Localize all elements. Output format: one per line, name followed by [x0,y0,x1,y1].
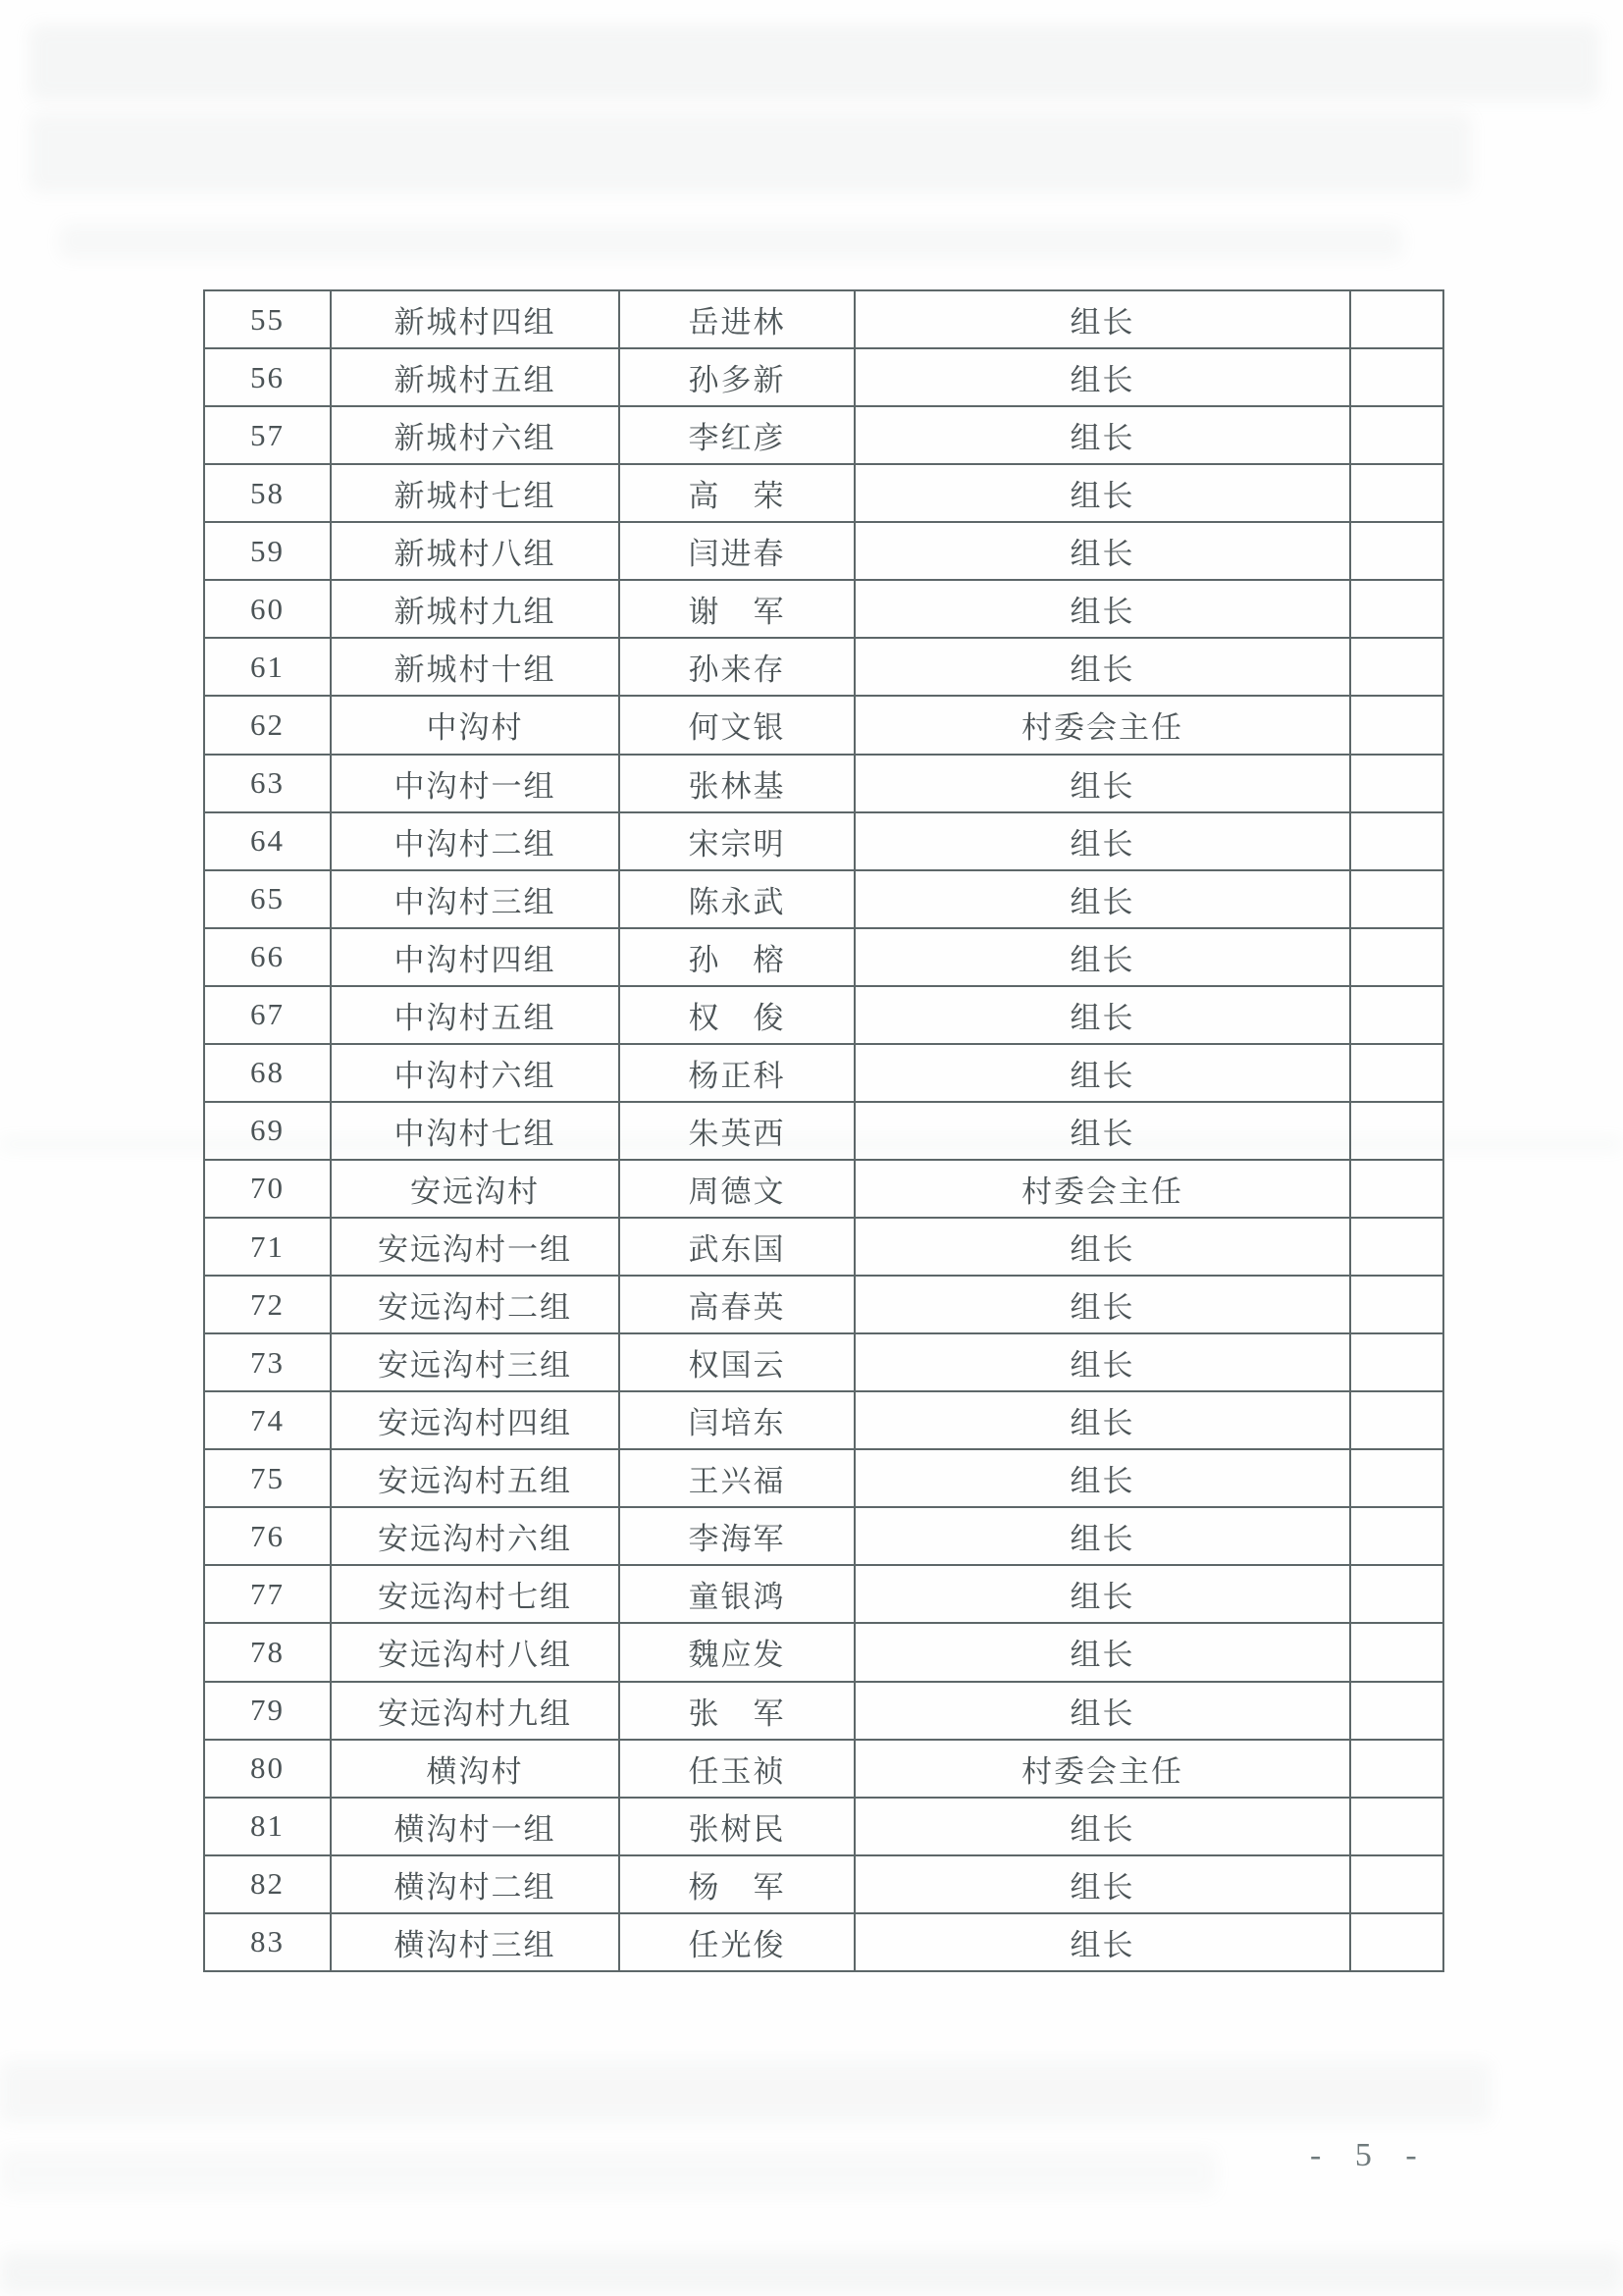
position-cell: 组长 [855,1855,1350,1913]
position-cell: 组长 [855,1913,1350,1971]
village-group-cell: 横沟村 [331,1740,619,1798]
row-number-cell: 63 [204,755,331,812]
position-cell: 组长 [855,348,1350,406]
row-number-cell: 72 [204,1276,331,1333]
table-row [204,1740,1443,1798]
village-group-cell: 安远沟村三组 [331,1333,619,1391]
row-number-cell: 83 [204,1913,331,1971]
position-cell: 组长 [855,1798,1350,1855]
empty-note-cell [1350,1623,1443,1681]
village-group-cell: 中沟村 [331,696,619,754]
row-number-cell: 61 [204,638,331,696]
position-cell: 村委会主任 [855,696,1350,754]
position-cell: 组长 [855,290,1350,348]
table-row [204,1855,1443,1913]
row-number-cell: 70 [204,1160,331,1218]
table-row [204,464,1443,522]
person-name-cell: 张 军 [619,1682,855,1740]
row-number-cell: 62 [204,696,331,754]
person-name-cell: 杨正科 [619,1044,855,1102]
empty-note-cell [1350,1102,1443,1160]
row-number-cell: 79 [204,1682,331,1740]
village-group-cell: 中沟村七组 [331,1102,619,1160]
village-group-cell: 中沟村五组 [331,986,619,1044]
empty-note-cell [1350,1507,1443,1565]
person-name-cell: 孙来存 [619,638,855,696]
row-number-cell: 59 [204,522,331,580]
table-row [204,1102,1443,1160]
table-row [204,928,1443,986]
table-row [204,696,1443,754]
empty-note-cell [1350,1160,1443,1218]
row-number-cell: 78 [204,1623,331,1681]
table-row [204,1565,1443,1623]
person-name-cell: 宋宗明 [619,812,855,870]
village-group-cell: 安远沟村七组 [331,1565,619,1623]
scan-bleedthrough-artifact [0,2061,1492,2123]
table-row [204,1391,1443,1449]
row-number-cell: 60 [204,580,331,638]
position-cell: 组长 [855,1682,1350,1740]
position-cell: 组长 [855,1276,1350,1333]
empty-note-cell [1350,522,1443,580]
table-row [204,870,1443,928]
row-number-cell: 68 [204,1044,331,1102]
position-cell: 组长 [855,1044,1350,1102]
person-name-cell: 闫进春 [619,522,855,580]
table-row [204,1682,1443,1740]
position-cell: 组长 [855,1102,1350,1160]
empty-note-cell [1350,1044,1443,1102]
row-number-cell: 74 [204,1391,331,1449]
position-cell: 组长 [855,1623,1350,1681]
position-cell: 组长 [855,522,1350,580]
village-group-cell: 安远沟村五组 [331,1449,619,1507]
table-row [204,522,1443,580]
table-row [204,1333,1443,1391]
village-group-cell: 安远沟村二组 [331,1276,619,1333]
table-row [204,1507,1443,1565]
village-group-cell: 横沟村一组 [331,1798,619,1855]
page-number: - 5 - [1310,2137,1423,2173]
person-name-cell: 谢 军 [619,580,855,638]
table-row [204,1160,1443,1218]
position-cell: 组长 [855,1333,1350,1391]
table-row [204,1913,1443,1971]
person-name-cell: 张树民 [619,1798,855,1855]
row-number-cell: 56 [204,348,331,406]
table-row [204,1218,1443,1276]
person-name-cell: 李红彦 [619,406,855,464]
position-cell: 组长 [855,1507,1350,1565]
village-group-cell: 新城村六组 [331,406,619,464]
person-name-cell: 任玉祯 [619,1740,855,1798]
village-group-cell: 安远沟村四组 [331,1391,619,1449]
person-name-cell: 陈永武 [619,870,855,928]
empty-note-cell [1350,1913,1443,1971]
village-group-cell: 中沟村六组 [331,1044,619,1102]
row-number-cell: 75 [204,1449,331,1507]
position-cell: 组长 [855,870,1350,928]
scan-bleedthrough-artifact [29,25,1599,101]
position-cell: 组长 [855,812,1350,870]
empty-note-cell [1350,1798,1443,1855]
position-cell: 组长 [855,1565,1350,1623]
empty-note-cell [1350,1218,1443,1276]
empty-note-cell [1350,580,1443,638]
row-number-cell: 66 [204,928,331,986]
person-name-cell: 周德文 [619,1160,855,1218]
scan-bleedthrough-artifact [0,2252,1623,2293]
village-group-cell: 新城村五组 [331,348,619,406]
person-name-cell: 王兴福 [619,1449,855,1507]
table-row [204,812,1443,870]
empty-note-cell [1350,406,1443,464]
row-number-cell: 65 [204,870,331,928]
village-group-cell: 横沟村三组 [331,1913,619,1971]
person-name-cell: 李海军 [619,1507,855,1565]
position-cell: 村委会主任 [855,1740,1350,1798]
village-group-cell: 新城村七组 [331,464,619,522]
position-cell: 组长 [855,1218,1350,1276]
table-row [204,1276,1443,1333]
row-number-cell: 81 [204,1798,331,1855]
table-row [204,1623,1443,1681]
table-row [204,986,1443,1044]
empty-note-cell [1350,1391,1443,1449]
row-number-cell: 64 [204,812,331,870]
row-number-cell: 73 [204,1333,331,1391]
person-name-cell: 高春英 [619,1276,855,1333]
position-cell: 组长 [855,406,1350,464]
village-group-cell: 中沟村一组 [331,755,619,812]
person-name-cell: 朱英西 [619,1102,855,1160]
position-cell: 组长 [855,464,1350,522]
row-number-cell: 71 [204,1218,331,1276]
empty-note-cell [1350,755,1443,812]
person-name-cell: 武东国 [619,1218,855,1276]
person-name-cell: 孙 榕 [619,928,855,986]
position-cell: 村委会主任 [855,1160,1350,1218]
person-name-cell: 张林基 [619,755,855,812]
position-cell: 组长 [855,755,1350,812]
table-row [204,290,1443,348]
position-cell: 组长 [855,638,1350,696]
village-group-cell: 中沟村三组 [331,870,619,928]
position-cell: 组长 [855,928,1350,986]
village-group-cell: 中沟村四组 [331,928,619,986]
position-cell: 组长 [855,986,1350,1044]
village-group-cell: 新城村九组 [331,580,619,638]
person-name-cell: 何文银 [619,696,855,754]
village-group-cell: 安远沟村一组 [331,1218,619,1276]
row-number-cell: 82 [204,1855,331,1913]
roster-body [204,290,1443,1971]
village-group-cell: 安远沟村 [331,1160,619,1218]
scan-bleedthrough-artifact [0,2149,1217,2196]
empty-note-cell [1350,1333,1443,1391]
empty-note-cell [1350,1565,1443,1623]
empty-note-cell [1350,1855,1443,1913]
village-group-cell: 安远沟村八组 [331,1623,619,1681]
table-row [204,348,1443,406]
row-number-cell: 76 [204,1507,331,1565]
empty-note-cell [1350,812,1443,870]
scan-bleedthrough-artifact [29,113,1472,193]
empty-note-cell [1350,638,1443,696]
row-number-cell: 67 [204,986,331,1044]
person-name-cell: 杨 军 [619,1855,855,1913]
scan-bleedthrough-artifact [59,224,1403,259]
empty-note-cell [1350,464,1443,522]
village-group-cell: 新城村十组 [331,638,619,696]
village-group-cell: 安远沟村六组 [331,1507,619,1565]
person-name-cell: 高 荣 [619,464,855,522]
person-name-cell: 权 俊 [619,986,855,1044]
row-number-cell: 80 [204,1740,331,1798]
empty-note-cell [1350,1740,1443,1798]
empty-note-cell [1350,290,1443,348]
village-group-cell: 新城村四组 [331,290,619,348]
position-cell: 组长 [855,1391,1350,1449]
person-name-cell: 孙多新 [619,348,855,406]
empty-note-cell [1350,348,1443,406]
table-row [204,580,1443,638]
table-row [204,755,1443,812]
table-row [204,406,1443,464]
person-name-cell: 权国云 [619,1333,855,1391]
empty-note-cell [1350,870,1443,928]
person-name-cell: 任光俊 [619,1913,855,1971]
empty-note-cell [1350,1449,1443,1507]
position-cell: 组长 [855,1449,1350,1507]
row-number-cell: 69 [204,1102,331,1160]
position-cell: 组长 [855,580,1350,638]
person-name-cell: 童银鸿 [619,1565,855,1623]
person-name-cell: 闫培东 [619,1391,855,1449]
empty-note-cell [1350,1276,1443,1333]
row-number-cell: 55 [204,290,331,348]
empty-note-cell [1350,986,1443,1044]
table-row [204,638,1443,696]
person-name-cell: 岳进林 [619,290,855,348]
row-number-cell: 58 [204,464,331,522]
village-group-cell: 中沟村二组 [331,812,619,870]
village-group-cell: 新城村八组 [331,522,619,580]
empty-note-cell [1350,696,1443,754]
table-row [204,1798,1443,1855]
person-name-cell: 魏应发 [619,1623,855,1681]
table-row [204,1449,1443,1507]
empty-note-cell [1350,928,1443,986]
row-number-cell: 77 [204,1565,331,1623]
table-row [204,1044,1443,1102]
village-group-cell: 安远沟村九组 [331,1682,619,1740]
roster-table [203,289,1444,1972]
empty-note-cell [1350,1682,1443,1740]
row-number-cell: 57 [204,406,331,464]
village-group-cell: 横沟村二组 [331,1855,619,1913]
